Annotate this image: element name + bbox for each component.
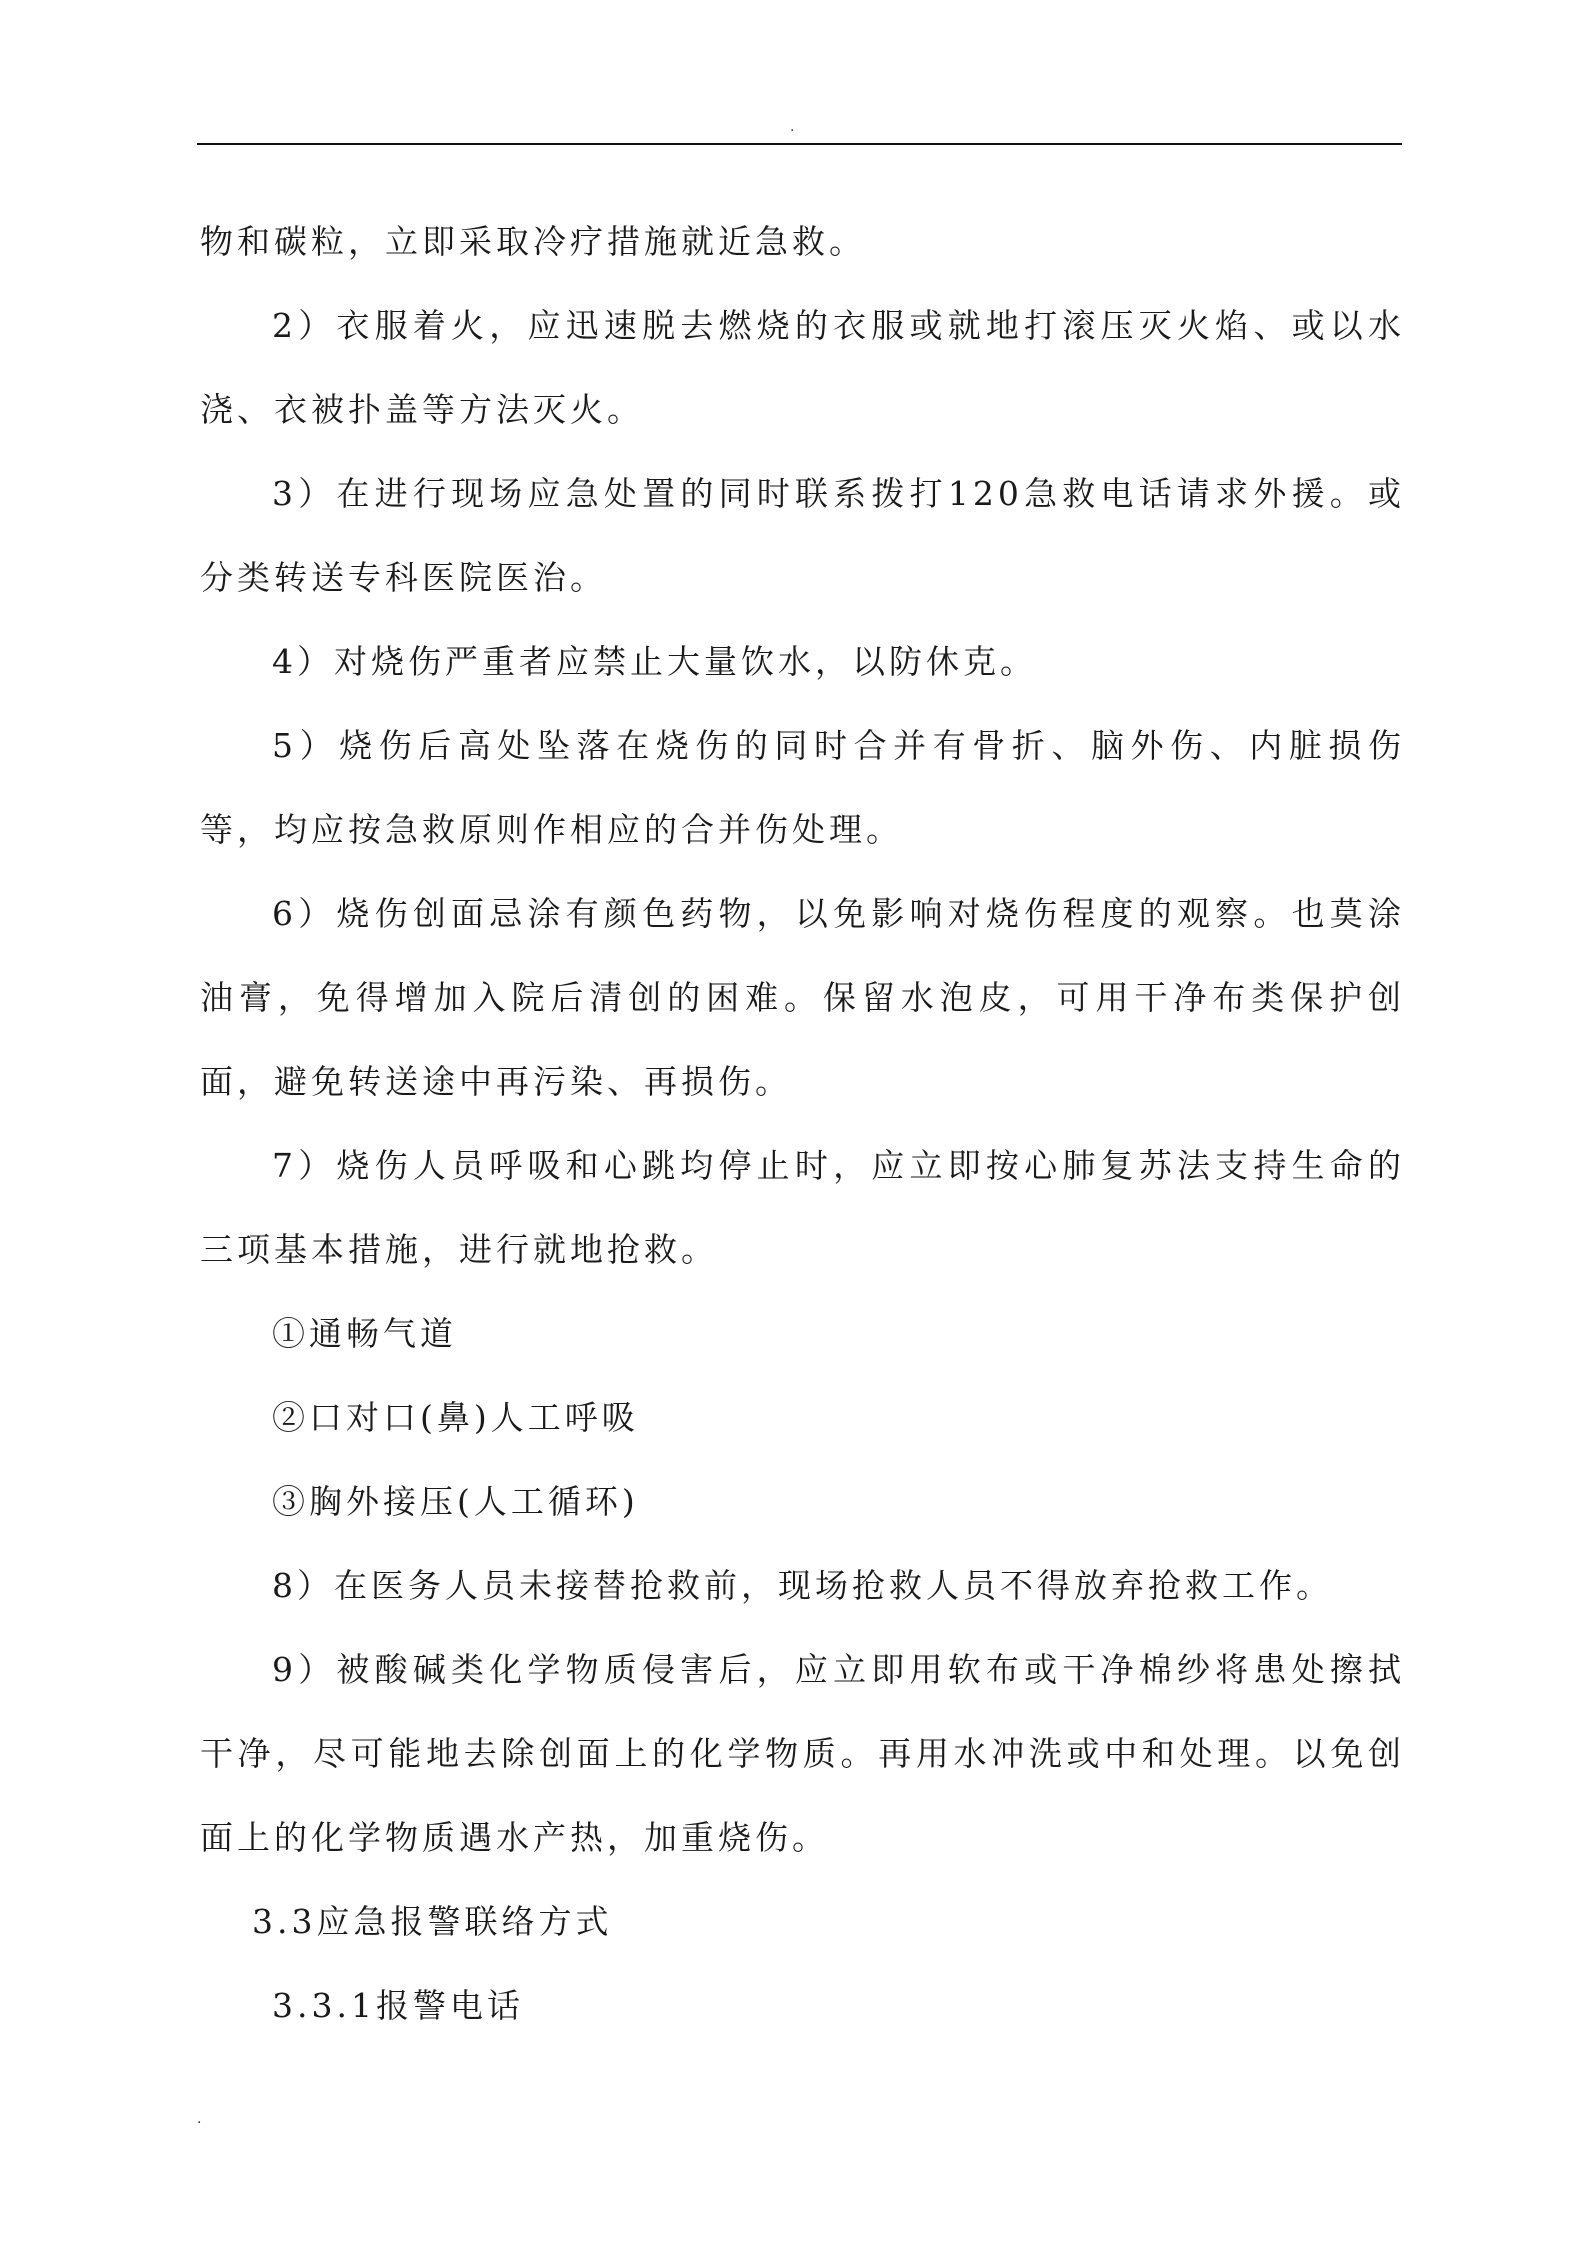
footer-mark: . xyxy=(197,2111,202,2127)
paragraph-item-3: 3）在进行现场应急处置的同时联系拨打120急救电话请求外援。或分类转送专科医院医治。 xyxy=(200,474,1405,597)
section-heading: 3.3应急报警联络方式 xyxy=(252,1902,613,1941)
paragraph-item-2: 2）衣服着火，应迅速脱去燃烧的衣服或就地打滚压灭火焰、或以水浇、衣被扑盖等方法灭火。 xyxy=(200,306,1405,429)
paragraph-item-9: 9）被酸碱类化学物质侵害后，应立即用软布或干净棉纱将患处擦拭干净，尽可能地去除创面上的化学物质。再用水冲洗或中和处理。以免创面上的化学物质遇水产热，加重烧伤。 xyxy=(200,1650,1405,1857)
header-mark: . xyxy=(790,119,795,135)
document-body xyxy=(200,200,1405,2048)
sub-item-rescue-breathing: ②口对口(鼻)人工呼吸 xyxy=(272,1398,639,1437)
paragraph-item-6: 6）烧伤创面忌涂有颜色药物，以免影响对烧伤程度的观察。也莫涂油膏，免得增加入院后清创的困难。保留水泡皮，可用干净布类保护创面，避免转送途中再污染、再损伤。 xyxy=(200,894,1405,1101)
subsection-heading: 3.3.1报警电话 xyxy=(272,1986,524,2025)
paragraph-item-4: 4）对烧伤严重者应禁止大量饮水，以防休克。 xyxy=(272,642,1037,681)
paragraph-item-5: 5）烧伤后高处坠落在烧伤的同时合并有骨折、脑外伤、内脏损伤等，均应按急救原则作相应的合并伤处理。 xyxy=(200,726,1405,849)
sub-item-chest-compression: ③胸外接压(人工循环) xyxy=(272,1482,639,1521)
header-rule xyxy=(197,143,1402,145)
paragraph-item-7: 7）烧伤人员呼吸和心跳均停止时，应立即按心肺复苏法支持生命的三项基本措施，进行就地抢救。 xyxy=(200,1146,1405,1269)
paragraph-item-8: 8）在医务人员未接替抢救前，现场抢救人员不得放弃抢救工作。 xyxy=(272,1566,1333,1605)
sub-item-airway: ①通畅气道 xyxy=(272,1314,457,1353)
paragraph-continuation: 物和碳粒，立即采取冷疗措施就近急救。 xyxy=(200,222,866,261)
